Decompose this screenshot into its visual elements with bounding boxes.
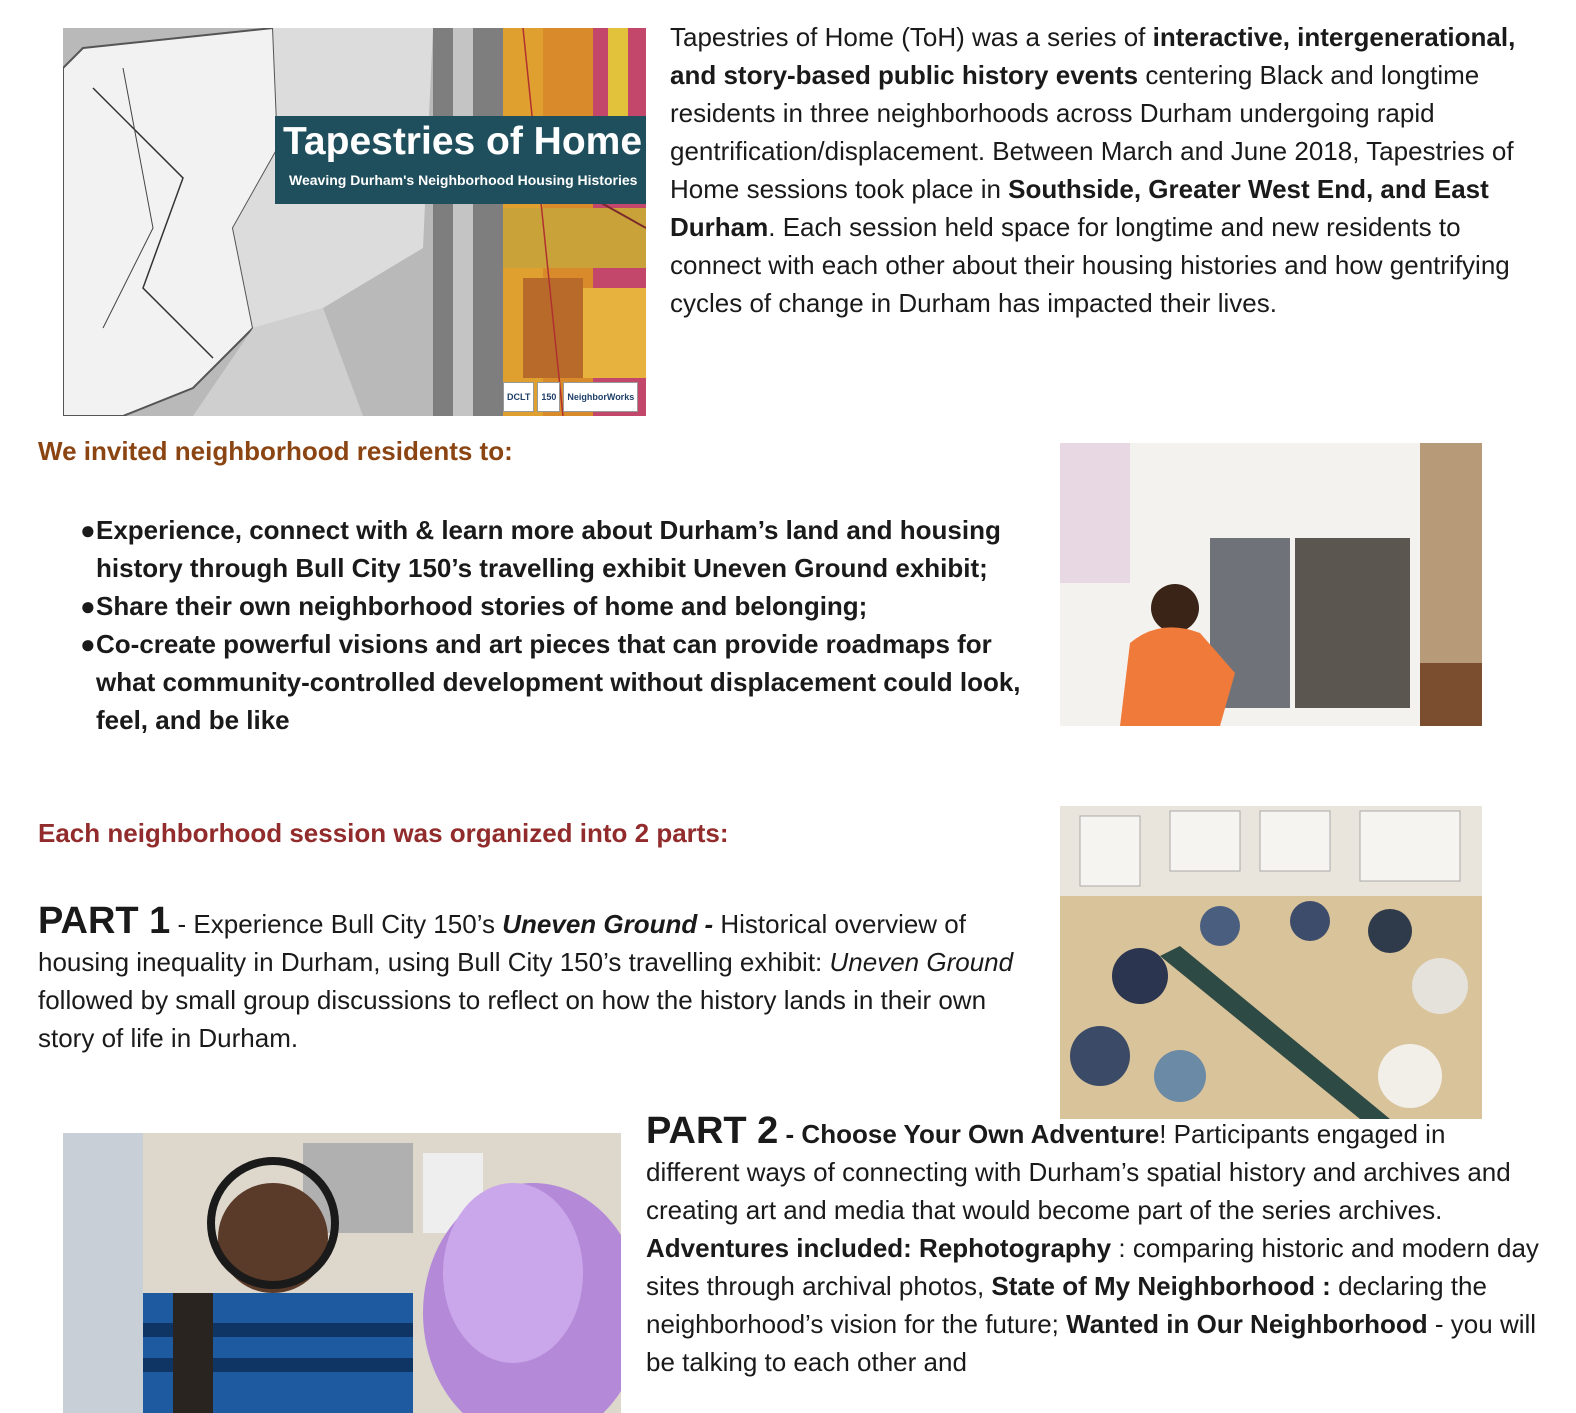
part2-title: PART 2 — [646, 1110, 779, 1152]
bullet-icon: ● — [80, 629, 96, 659]
logo-neighborworks: NeighborWorks — [563, 382, 638, 412]
bullet-text: Co-create powerful visions and art pieces that can provide roadmaps for what community-controlled development without displacement could look, feel, and be like — [96, 629, 1021, 735]
invite-heading: We invited neighborhood residents to: — [38, 436, 513, 466]
tapestries-poster — [63, 28, 646, 416]
part2-bold-wanted: Wanted in Our Neighborhood — [1066, 1309, 1428, 1339]
session-heading: Each neighborhood session was organized into 2 parts: — [38, 818, 729, 848]
bullet-text: Experience, connect with & learn more about Durham’s land and housing history through Bull City 150’s travelling exhibit Uneven Ground exhibit; — [96, 515, 1001, 583]
poster-title-banner — [275, 116, 646, 204]
exhibit-photo — [1060, 443, 1482, 726]
bullet-text: Share their own neighborhood stories of home and belonging; — [96, 591, 868, 621]
part2-text-2: : comparing historic and modern day sites through archival photos, — [646, 1233, 1539, 1301]
part2-bold-state: State of My Neighborhood : — [991, 1271, 1331, 1301]
logo-bull-city-150: 150 — [537, 382, 560, 412]
poster-map-artwork — [63, 28, 646, 416]
part2-bold-adventure: - Choose Your Own Adventure — [778, 1119, 1160, 1149]
invite-bullet-list — [80, 511, 1040, 739]
poster-title: Tapestries of Home — [283, 120, 643, 163]
list-item — [80, 587, 1040, 625]
part1-exhibit-italic: Uneven Ground — [829, 947, 1014, 977]
bullet-icon: ● — [80, 515, 96, 545]
part2-text-3: declaring the neighborhood’s vision for the future; — [646, 1271, 1487, 1339]
intro-paragraph — [670, 18, 1540, 322]
part2-text-4: - you will be talking to each other and — [646, 1309, 1537, 1377]
list-item — [80, 625, 1040, 739]
intro-text-1: Tapestries of Home (ToH) was a series of — [670, 22, 1153, 52]
part1-dash: - Experience Bull City 150’s — [170, 909, 503, 939]
bullet-icon: ● — [80, 591, 96, 621]
part2-bold-adventures: Adventures included: Rephotography — [646, 1233, 1112, 1263]
part1-exhibit-name: Uneven Ground - — [502, 909, 714, 939]
participant-photo — [63, 1133, 621, 1413]
part1-title: PART 1 — [38, 900, 171, 942]
intro-bold-events: interactive, intergenerational, and story-based public history events — [670, 22, 1516, 90]
intro-bold-neighborhoods: Southside, Greater West End, and East Durham — [670, 174, 1489, 242]
part1-section — [38, 902, 1038, 1057]
part1-text-1: Historical overview of housing inequality in Durham, using Bull City 150’s travelling exhibit: — [38, 909, 966, 977]
part2-text-1: ! Participants engaged in different ways of connecting with Durham’s spatial history and archives and creating art and media that would become part of the series archives. — [646, 1119, 1511, 1225]
intro-text-2: centering Black and longtime residents in three neighborhoods across Durham undergoing rapid gentrification/displacement. Between March and June 2018, Tapestries of Home sessions took place in — [670, 60, 1514, 204]
intro-text-3: . Each session held space for longtime and new residents to connect with each other about their housing histories and how gentrifying cycles of change in Durham has impacted their lives. — [670, 212, 1510, 318]
discussion-photo — [1060, 806, 1482, 1119]
poster-subtitle: Weaving Durham's Neighborhood Housing Histories — [289, 172, 638, 188]
poster-logos — [503, 382, 638, 412]
list-item — [80, 511, 1040, 587]
part2-section — [646, 1112, 1546, 1381]
part1-text-2: followed by small group discussions to reflect on how the history lands in their own story of life in Durham. — [38, 985, 987, 1053]
logo-dclt: DCLT — [503, 382, 534, 412]
